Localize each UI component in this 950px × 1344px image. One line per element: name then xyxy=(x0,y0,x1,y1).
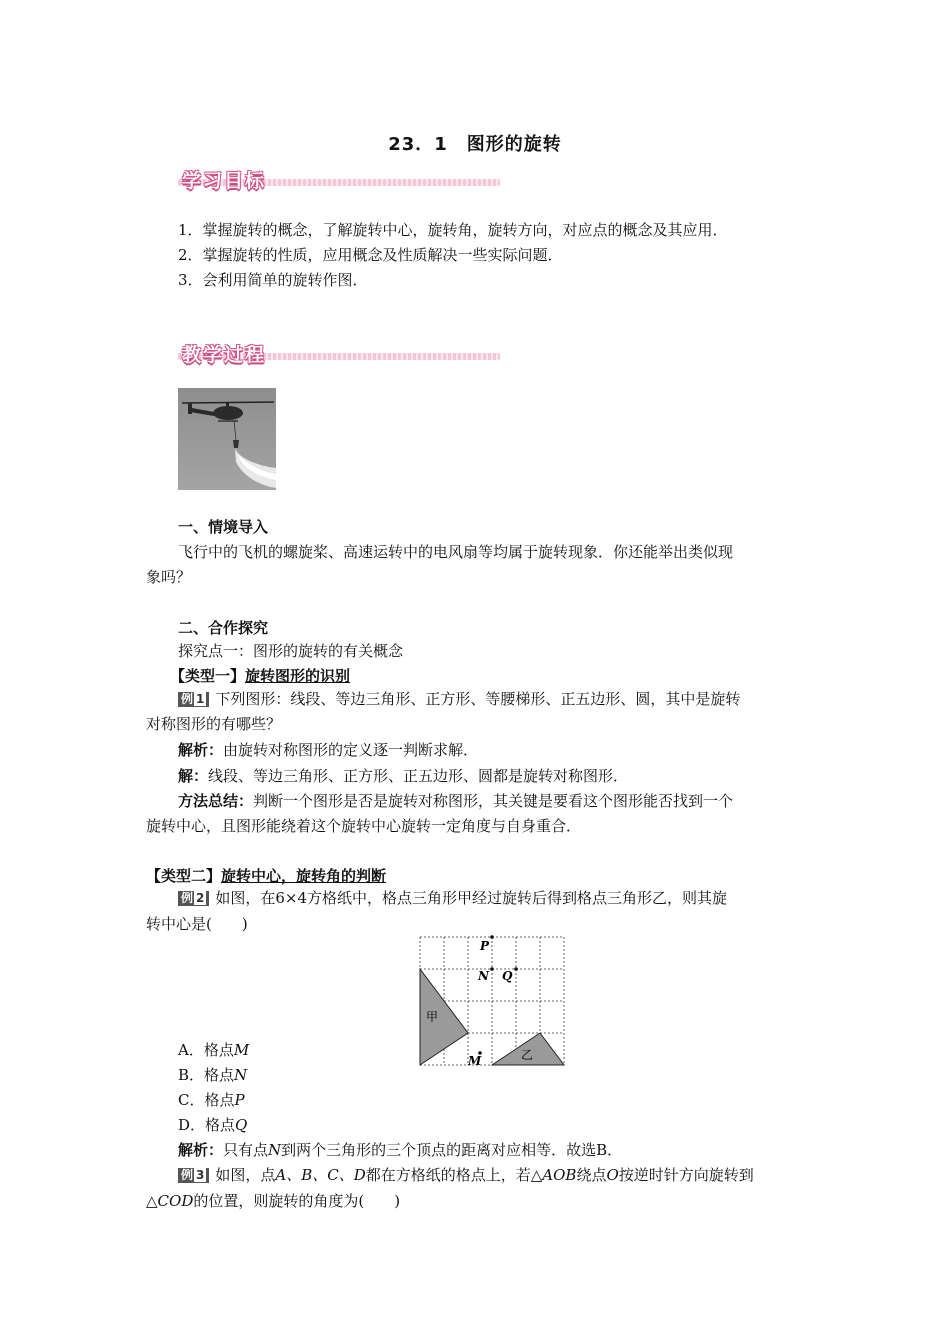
option-b: B．格点N xyxy=(178,1066,248,1084)
analysis-line: 解析：只有点N到两个三角形的三个顶点的距离对应相等．故选B． xyxy=(178,1141,623,1159)
goal-item-3: 3．会利用简单的旋转作图． xyxy=(178,271,368,289)
analysis-line: 解析：由旋转对称图形的定义逐一判断求解． xyxy=(178,741,479,759)
example-badge: 例 1 xyxy=(178,692,209,707)
example-badge: 例 2 xyxy=(178,891,209,906)
example-2-line-2: 转中心是( ) xyxy=(146,915,248,933)
banner-label: 教学过程 xyxy=(182,344,267,366)
type-name: 旋转图形的识别 xyxy=(245,667,351,685)
type-name: 旋转中心，旋转角的判断 xyxy=(221,867,387,885)
example-3-line-2: △COD的位置，则旋转的角度为( ) xyxy=(146,1192,401,1210)
grid-figure xyxy=(418,935,566,1070)
example-1-line-1: 例 1 下列图形：线段、等边三角形、正方形、等腰梯形、正五边形、圆，其中是旋转 xyxy=(178,689,740,709)
heading-cooperative-inquiry: 二、合作探究 xyxy=(178,619,269,637)
type-tag: 【类型二】 xyxy=(146,867,222,885)
paragraph-line: 飞行中的飞机的螺旋桨、高速运转中的电风扇等均属于旋转现象．你还能举出类似现 xyxy=(178,543,734,561)
goal-item-1: 1．掌握旋转的概念，了解旋转中心，旋转角，旋转方向，对应点的概念及其应用． xyxy=(178,221,728,239)
type-tag: 【类型一】 xyxy=(170,667,246,685)
option-d: D．格点Q xyxy=(178,1116,248,1134)
solution-line: 解：线段、等边三角形、正方形、正五边形、圆都是旋转对称图形． xyxy=(178,767,629,785)
method-summary-line-2: 旋转中心，且图形能绕着这个旋转中心旋转一定角度与自身重合． xyxy=(146,817,582,835)
goal-item-2: 2．掌握旋转的性质，应用概念及性质解决一些实际问题． xyxy=(178,246,563,264)
type-2-heading xyxy=(146,866,386,886)
label-M: M xyxy=(468,1054,482,1068)
inquiry-point-1: 探究点一：图形的旋转的有关概念 xyxy=(178,642,404,660)
example-badge: 例 3 xyxy=(178,1168,209,1183)
label-P: P xyxy=(480,939,490,953)
section-banner-goals xyxy=(178,166,500,192)
label-yi: 乙 xyxy=(521,1048,534,1062)
label-Q: Q xyxy=(502,969,513,983)
helicopter-photo xyxy=(178,388,276,490)
example-1-line-2: 对称图形的有哪些？ xyxy=(146,715,282,733)
method-summary-line-1: 方法总结：判断一个图形是否是旋转对称图形，其关键是要看这个图形能否找到一个 xyxy=(178,792,734,810)
option-a: A．格点M xyxy=(178,1041,250,1059)
label-jia: 甲 xyxy=(426,1010,439,1024)
page-title: 23．1 图形的旋转 xyxy=(388,134,562,155)
paragraph-line: 象吗？ xyxy=(146,568,192,586)
example-2-line-1: 例 2 如图，在6×4方格纸中，格点三角形甲经过旋转后得到格点三角形乙，则其旋 xyxy=(178,888,727,908)
heading-situation-intro: 一、情境导入 xyxy=(178,518,269,536)
section-banner-process xyxy=(178,340,500,366)
banner-label: 学习目标 xyxy=(182,170,267,192)
type-1-heading xyxy=(170,666,350,686)
example-3-line-1: 例 3 如图，点A、B、C、D都在方格纸的格点上，若△AOB绕点O按逆时针方向旋转到 xyxy=(178,1165,754,1185)
label-N: N xyxy=(478,969,489,983)
option-c: C．格点P xyxy=(178,1091,245,1109)
